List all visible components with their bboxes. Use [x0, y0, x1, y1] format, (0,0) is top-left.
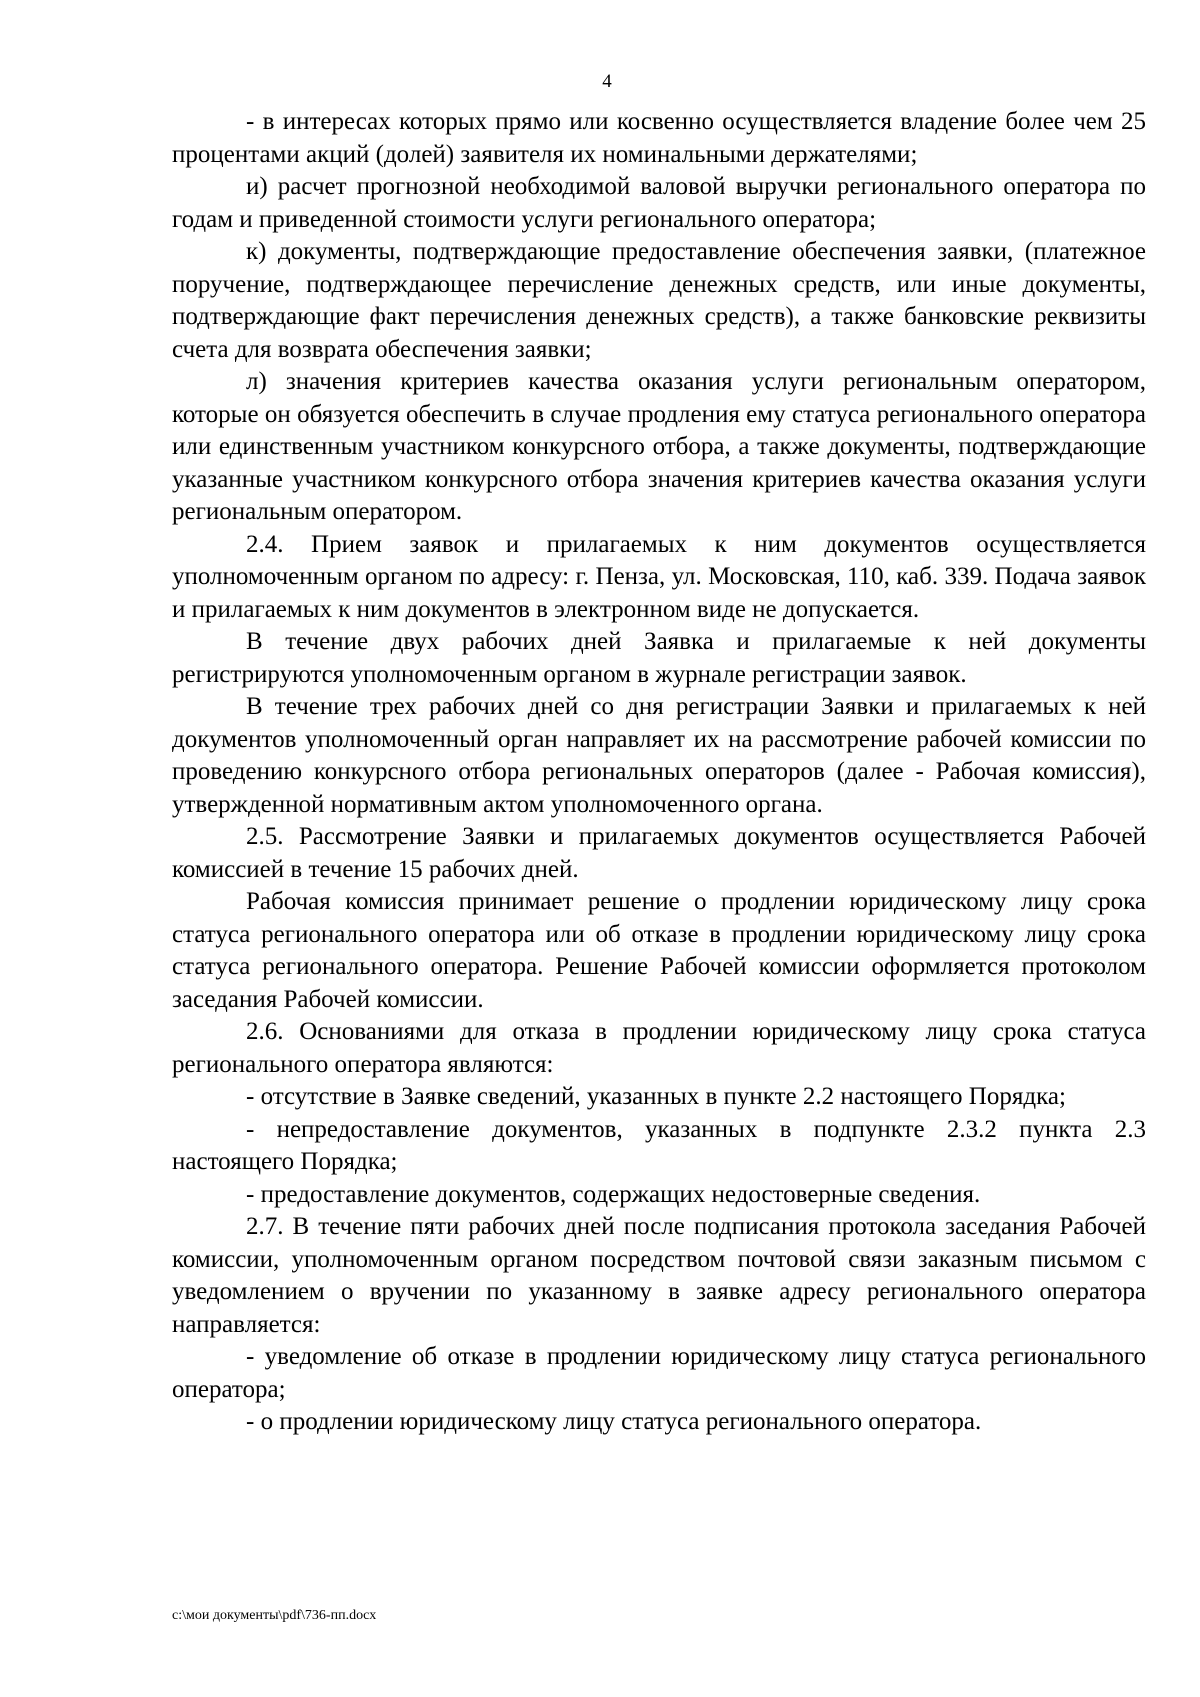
paragraph: 2.4. Прием заявок и прилагаемых к ним документов осуществляется уполномоченным органом по адресу: г. Пенза, ул. Московская, 110, каб. 339. Подача заявок и прилагаемых к ним документов в электронном виде не допускается.	[172, 530, 1146, 623]
paragraph: - предоставление документов, содержащих недостоверные сведения.	[246, 1180, 981, 1208]
paragraph: - непредоставление документов, указанных в подпункте 2.3.2 пункта 2.3 настоящего Порядка;	[172, 1115, 1146, 1175]
footer-file-path: c:\мои документы\pdf\736-пп.docx	[172, 1608, 377, 1623]
paragraph: В течение двух рабочих дней Заявка и прилагаемые к ней документы регистрируются уполномоченным органом в журнале регистрации заявок.	[172, 628, 1146, 688]
paragraph: 2.6. Основаниями для отказа в продлении юридическому лицу срока статуса регионального оператора являются:	[172, 1018, 1146, 1078]
paragraph: Рабочая комиссия принимает решение о продлении юридическому лицу срока статуса регионального оператора или об отказе в продлении юридическому лицу срока статуса регионального оператора. Решение Рабочей комиссии оформляется протоколом заседания Рабочей комиссии.	[172, 888, 1146, 1013]
paragraph: - в интересах которых прямо или косвенно осуществляется владение более чем 25 процентами акций (долей) заявителя их номинальными держателями;	[172, 108, 1146, 168]
paragraph: 2.5. Рассмотрение Заявки и прилагаемых документов осуществляется Рабочей комиссией в течение 15 рабочих дней.	[172, 823, 1146, 883]
paragraph: - отсутствие в Заявке сведений, указанных в пункте 2.2 настоящего Порядка;	[246, 1083, 1066, 1110]
document-body	[172, 106, 1146, 1439]
paragraph: В течение трех рабочих дней со дня регистрации Заявки и прилагаемых к ней документов уполномоченный орган направляет их на рассмотрение рабочей комиссии по проведению конкурсного отбора региональных операторов (далее - Рабочая комиссия), утвержденной нормативным актом уполномоченного органа.	[172, 693, 1146, 818]
page-number: 4	[602, 71, 612, 92]
paragraph: 2.7. В течение пяти рабочих дней после подписания протокола заседания Рабочей комиссии, уполномоченным органом посредством почтовой связи заказным письмом с уведомлением о вручении по указанному в заявке адресу регионального оператора направляется:	[172, 1213, 1146, 1338]
paragraph: - о продлении юридическому лицу статуса регионального оператора.	[246, 1408, 982, 1435]
paragraph: и) расчет прогнозной необходимой валовой выручки регионального оператора по годам и приведенной стоимости услуги регионального оператора;	[172, 173, 1146, 233]
paragraph: - уведомление об отказе в продлении юридическому лицу статуса регионального оператора;	[172, 1343, 1146, 1403]
paragraph: к) документы, подтверждающие предоставление обеспечения заявки, (платежное поручение, подтверждающее перечисление денежных средств, или иные документы, подтверждающие факт перечисления денежных средств), а также банковские реквизиты счета для возврата обеспечения заявки;	[172, 238, 1146, 363]
paragraph: л) значения критериев качества оказания услуги региональным оператором, которые он обязуется обеспечить в случае продления ему статуса регионального оператора или единственным участником конкурсного отбора, а также документы, подтверждающие указанные участником конкурсного отбора значения критериев качества оказания услуги региональным оператором.	[172, 368, 1146, 525]
